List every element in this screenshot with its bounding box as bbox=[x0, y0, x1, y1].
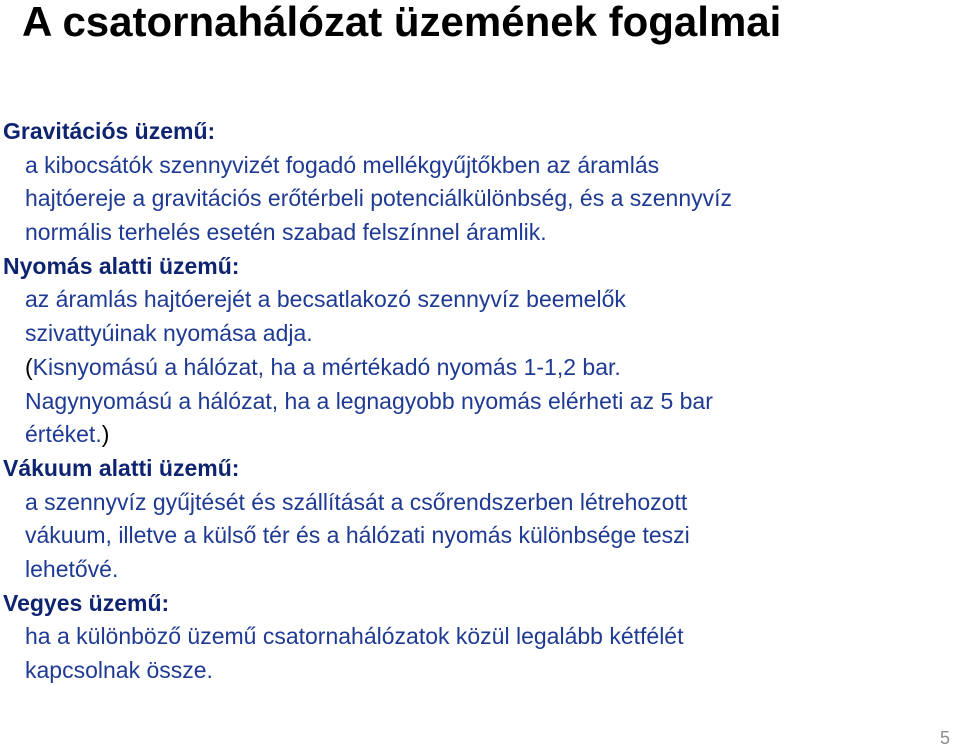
slide-title: A csatornahálózat üzemének fogalmai bbox=[22, 0, 782, 45]
close-parenthesis: ) bbox=[101, 421, 110, 448]
open-parenthesis: ( bbox=[25, 353, 33, 380]
body-line: a szennyvíz gyűjtését és szállítását a csőrendszerben létrehozott bbox=[25, 488, 688, 515]
body-line: hajtóereje a gravitációs erőtérbeli potenciálkülönbség, és a szennyvíz bbox=[25, 185, 733, 212]
slide-content bbox=[3, 115, 953, 688]
body-line: a kibocsátók szennyvizét fogadó mellékgyűjtőkben az áramlás bbox=[25, 151, 660, 178]
section-mixed bbox=[3, 587, 953, 688]
body-line: kapcsolnak össze. bbox=[25, 657, 213, 683]
body-line: ha a különböző üzemű csatornahálózatok közül legalább kétfélét bbox=[25, 623, 684, 650]
section-heading: Vákuum alatti üzemű: bbox=[3, 454, 240, 481]
body-line: szivattyúinak nyomása adja. bbox=[25, 320, 313, 347]
section-heading: Nyomás alatti üzemű: bbox=[3, 252, 240, 279]
note-text: Kisnyomású a hálózat, ha a mértékadó nyomás 1-1,2 bar. bbox=[32, 353, 621, 380]
section-heading: Gravitációs üzemű: bbox=[3, 118, 216, 144]
body-line: az áramlás hajtóerejét a becsatlakozó szennyvíz beemelők bbox=[25, 286, 626, 313]
note-line bbox=[3, 351, 953, 385]
section-pressurized bbox=[3, 250, 953, 452]
body-line: vákuum, illetve a külső tér és a hálózati nyomás különbsége teszi bbox=[25, 522, 690, 549]
section-vacuum bbox=[3, 452, 953, 587]
note-text: értéket. bbox=[25, 421, 102, 448]
note-line: Nagynyomású a hálózat, ha a legnagyobb nyomás elérheti az 5 bar bbox=[25, 387, 713, 414]
section-gravitational bbox=[3, 115, 953, 250]
note-line bbox=[3, 418, 953, 452]
page-number: 5 bbox=[939, 728, 950, 748]
section-heading: Vegyes üzemű: bbox=[3, 589, 170, 616]
body-line: normális terhelés esetén szabad felszínnel áramlik. bbox=[25, 219, 547, 246]
body-line: lehetővé. bbox=[25, 555, 119, 582]
